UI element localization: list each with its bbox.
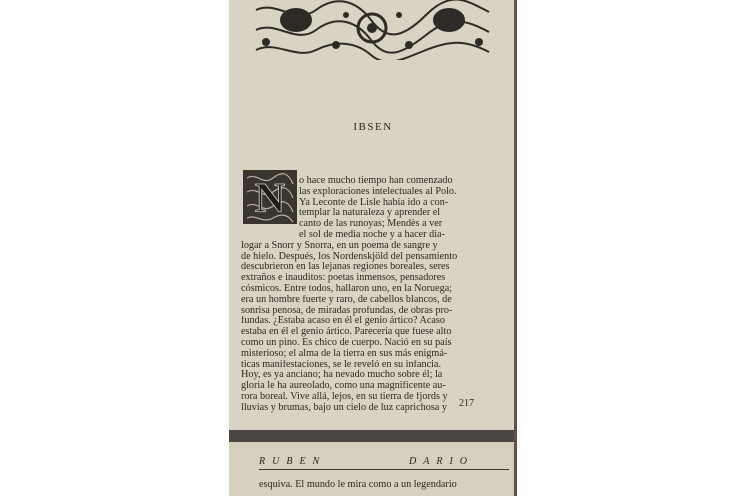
text-line: las exploraciones intelectuales al Polo. (299, 186, 457, 197)
text-line: logar a Snorr y Snorra, en un poema de sangre y (241, 240, 438, 251)
text-line: era un hombre fuerte y raro, de cabellos blancos, de (241, 294, 452, 305)
text-line: lluvias y brumas, bajo un cielo de luz caprichosa y (241, 402, 447, 413)
text-line: fundas. ¿Estaba acaso en él el genio ártico? Acaso (241, 316, 445, 327)
page-gap-divider (229, 430, 517, 442)
text-line: estaba en él el genio ártico. Parecería que fuese alto (241, 327, 452, 338)
text-line: Ya Leconte de Lisle había ido a con- (299, 197, 449, 208)
text-line: templar la naturaleza y aprender el (299, 208, 441, 219)
text-line: descubrieron en las lejanas regiones boreales, seres (241, 262, 450, 273)
next-page-first-line: esquiva. El mundo le mira como a un legendario (259, 479, 457, 490)
text-line: de hielo. Después, los Nordenskjöld del pensamiento (241, 251, 458, 262)
running-head-author-last: DARIO (409, 456, 474, 467)
running-head-author-first: RUBEN (259, 456, 327, 467)
next-book-page (229, 442, 517, 496)
text-line: sonrisa penosa, de miradas profundas, de obras pro- (241, 305, 453, 316)
body-text (241, 176, 486, 414)
text-line: rora boreal. Vive allá, lejos, en su tierra de fjords y (241, 391, 448, 402)
page-number: 217 (459, 398, 474, 409)
page-edge-shadow (514, 0, 517, 496)
text-line: el sol de media noche y a hacer dia- (299, 229, 445, 240)
text-line: gloria le ha aureolado, como una magnificente au- (241, 381, 446, 392)
text-line: misterioso; el alma de la tierra en sus más enigmá- (241, 348, 448, 359)
text-line: canto de las runoyas; Mendès a ver (299, 219, 443, 230)
text-line: ticas manifestaciones, se le reveló en su infancia. (241, 359, 441, 370)
decorative-headpiece-ornament (251, 0, 494, 60)
text-line: cósmicos. Entre todos, hallaron uno, en la Noruega; (241, 283, 453, 294)
text-line: como un pino. Es chico de cuerpo. Nació en su país (241, 337, 452, 348)
drop-cap-letter: N (254, 176, 286, 222)
text-line: Hoy, es ya anciano; ha nevado mucho sobre él; la (241, 370, 443, 381)
book-page (229, 0, 517, 430)
text-line: extraños e inauditos: poetas inmensos, pensadores (241, 273, 446, 284)
running-head-rule (259, 469, 509, 470)
page-title: IBSEN (353, 121, 393, 133)
text-line: o hace mucho tiempo han comenzado (299, 176, 453, 186)
